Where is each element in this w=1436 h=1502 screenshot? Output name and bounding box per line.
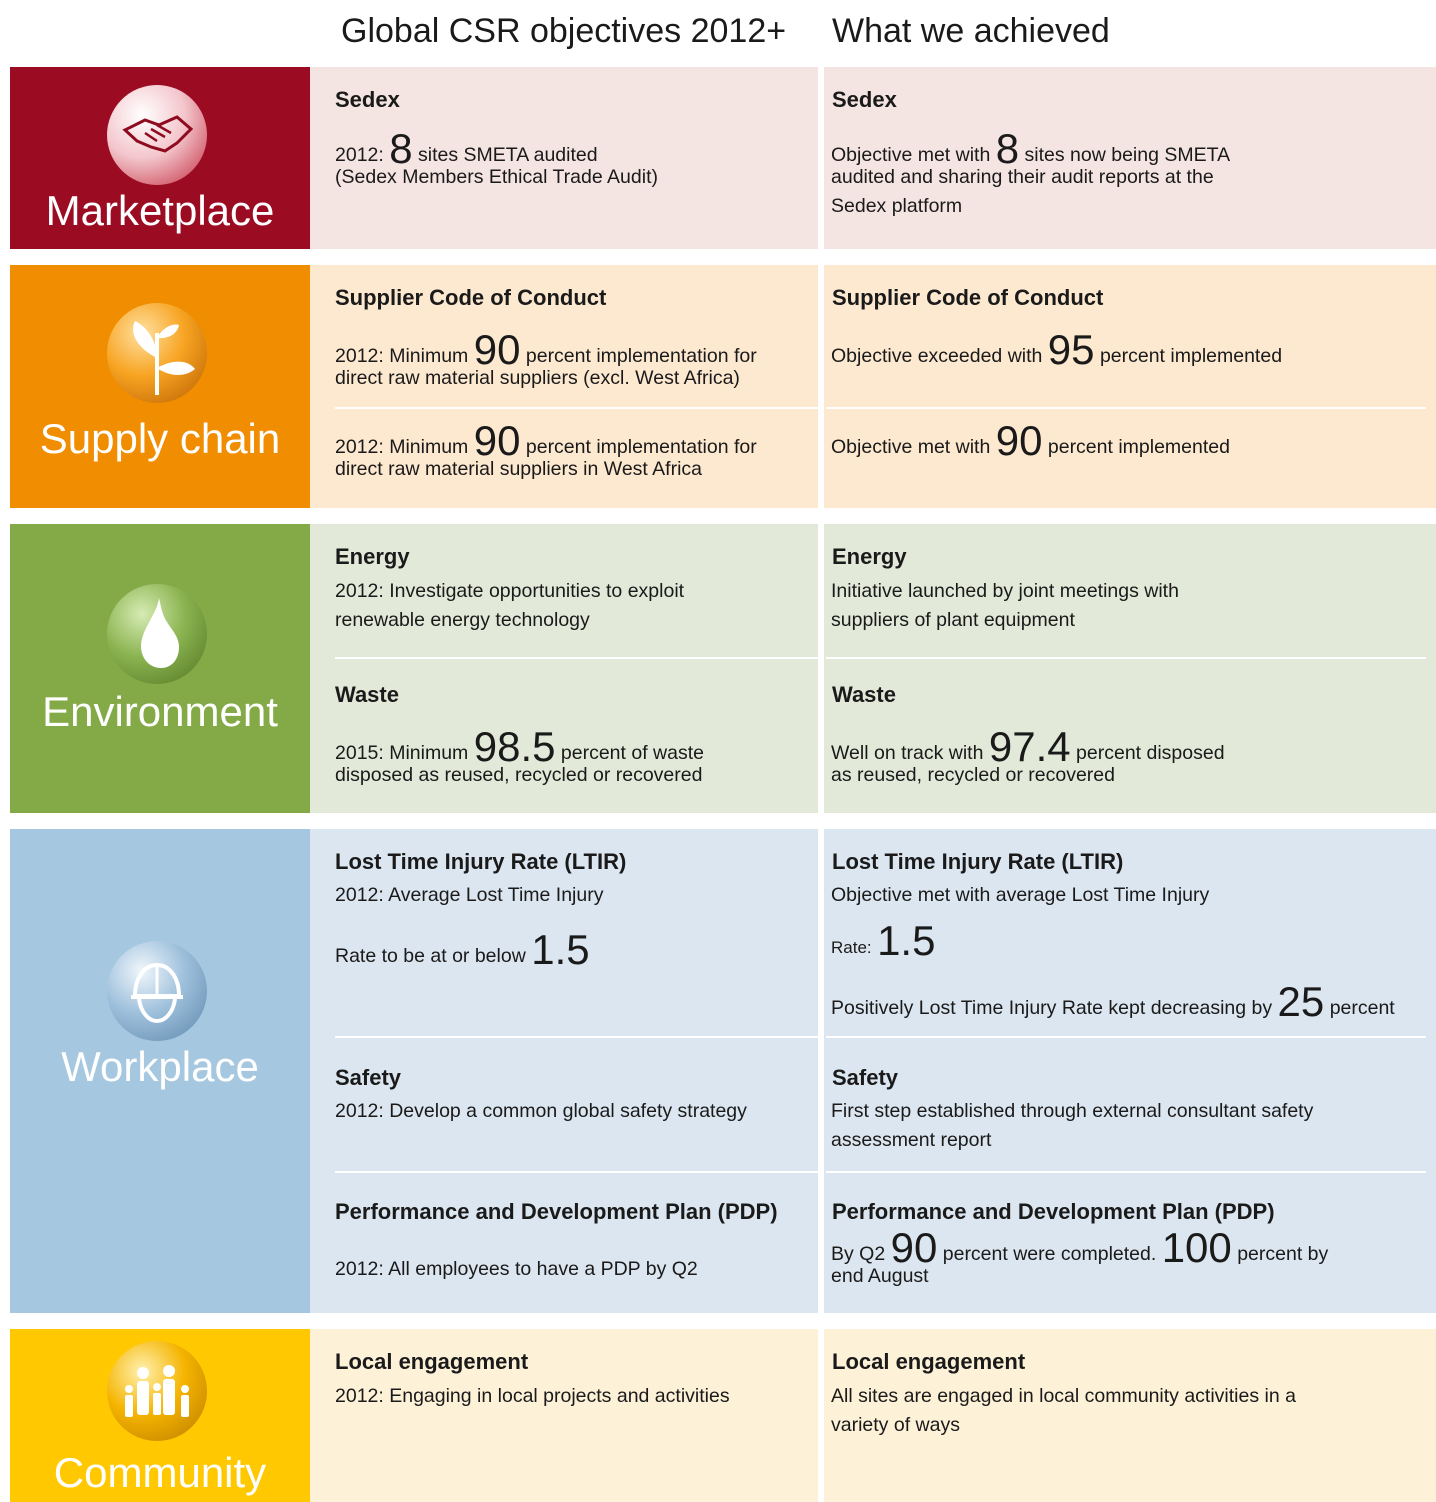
achieved-value: 90 — [995, 417, 1043, 464]
objective-text: (Sedex Members Ethical Trade Audit) — [335, 166, 658, 188]
divider — [826, 1171, 1426, 1173]
objectives-column-header: Global CSR objectives 2012+ — [341, 12, 787, 50]
objective-value: 98.5 — [473, 723, 556, 770]
achieved-value: 25 — [1277, 978, 1325, 1025]
community-label: Community — [53, 1449, 267, 1496]
objective-text: 2012: Average Lost Time Injury — [335, 884, 604, 906]
objective-title: Lost Time Injury Rate (LTIR) — [335, 849, 627, 874]
community-section — [10, 1329, 1436, 1502]
environment-label: Environment — [42, 688, 278, 735]
objective-text: Rate to be at or below 1.5 — [335, 926, 590, 973]
objective-title: Safety — [335, 1065, 402, 1090]
achieved-title: Sedex — [832, 87, 897, 112]
plant-icon — [107, 303, 207, 403]
objective-value: 8 — [389, 125, 413, 172]
workplace-objective-panel — [310, 829, 818, 1313]
achieved-title: Performance and Development Plan (PDP) — [832, 1199, 1275, 1224]
objective-value: 90 — [473, 326, 521, 373]
workplace-label: Workplace — [61, 1043, 259, 1090]
helmet-icon — [107, 941, 207, 1041]
achieved-text: Positively Lost Time Injury Rate kept decreasing by 25 percent — [831, 978, 1395, 1025]
objective-text: direct raw material suppliers in West Africa — [335, 458, 703, 480]
objective-title: Waste — [335, 682, 399, 707]
achieved-text: end August — [831, 1265, 929, 1287]
community-objective-panel — [310, 1329, 818, 1502]
objective-text: 2012: All employees to have a PDP by Q2 — [335, 1258, 698, 1280]
divider — [826, 657, 1426, 659]
achieved-text: By Q2 90 percent were completed. 100 percent by — [831, 1224, 1329, 1271]
community-category-tile — [10, 1329, 310, 1502]
objective-text: direct raw material suppliers (excl. West Africa) — [335, 367, 740, 389]
marketplace-objective-panel — [310, 67, 818, 249]
achieved-title: Safety — [832, 1065, 899, 1090]
objective-text: 2012: 8 sites SMETA audited — [335, 125, 598, 172]
achieved-value: 8 — [995, 125, 1020, 172]
objective-title: Performance and Development Plan (PDP) — [335, 1199, 778, 1224]
achieved-text: Rate: 1.5 — [831, 917, 936, 964]
supply-chain-category-tile — [10, 265, 310, 508]
objective-title: Supplier Code of Conduct — [335, 285, 607, 310]
marketplace-section — [10, 67, 1436, 249]
achieved-text: Objective met with 8 sites now being SMETA — [831, 125, 1231, 172]
divider — [335, 1171, 818, 1173]
achieved-value: 90 — [890, 1224, 938, 1271]
community-achieved-panel — [824, 1329, 1436, 1502]
achieved-text: Initiative launched by joint meetings with — [831, 580, 1179, 602]
environment-achieved-panel — [824, 524, 1436, 813]
objective-text: disposed as reused, recycled or recovered — [335, 764, 703, 786]
achieved-title: Lost Time Injury Rate (LTIR) — [832, 849, 1124, 874]
supply-chain-label: Supply chain — [39, 415, 281, 462]
divider — [335, 657, 818, 659]
achieved-text: audited and sharing their audit reports at the — [831, 166, 1214, 188]
divider — [826, 1036, 1426, 1038]
achieved-title: Waste — [832, 682, 896, 707]
achieved-title: Supplier Code of Conduct — [832, 285, 1104, 310]
family-icon — [107, 1341, 207, 1441]
objective-text: 2012: Investigate opportunities to exploit — [335, 580, 685, 602]
environment-objective-panel — [310, 524, 818, 813]
achieved-text: assessment report — [831, 1129, 992, 1151]
objective-text: 2012: Minimum 90 percent implementation for — [335, 417, 757, 464]
achieved-text: Sedex platform — [831, 195, 963, 217]
achieved-value: 95 — [1047, 326, 1095, 373]
achieved-text: variety of ways — [831, 1414, 960, 1436]
supply-chain-objective-panel — [310, 265, 818, 508]
achieved-text: All sites are engaged in local community activities in a — [831, 1385, 1296, 1407]
achieved-title: Energy — [832, 544, 907, 569]
workplace-category-tile — [10, 829, 310, 1313]
objective-title: Energy — [335, 544, 410, 569]
objective-title: Sedex — [335, 87, 400, 112]
objective-text: 2012: Minimum 90 percent implementation for — [335, 326, 757, 373]
objective-title: Local engagement — [335, 1349, 529, 1374]
achieved-text: as reused, recycled or recovered — [831, 764, 1115, 786]
achieved-value: 100 — [1161, 1224, 1232, 1271]
objective-text: 2015: Minimum 98.5 percent of waste — [335, 723, 704, 770]
supply-chain-section — [10, 265, 1436, 508]
divider — [335, 407, 818, 409]
objective-value: 1.5 — [531, 926, 590, 973]
environment-category-tile — [10, 524, 310, 813]
objective-value: 90 — [473, 417, 521, 464]
divider — [826, 407, 1426, 409]
achieved-text: First step established through external consultant safety — [831, 1100, 1314, 1122]
handshake-icon — [107, 85, 207, 185]
achieved-text: Objective exceeded with 95 percent implemented — [831, 326, 1283, 373]
achieved-value: 97.4 — [988, 723, 1071, 770]
marketplace-achieved-panel — [824, 67, 1436, 249]
objective-text: 2012: Engaging in local projects and activities — [335, 1385, 730, 1407]
achieved-text: Objective met with average Lost Time Injury — [831, 884, 1210, 906]
supply-chain-achieved-panel — [824, 265, 1436, 508]
marketplace-category-tile — [10, 67, 310, 249]
achieved-value: 1.5 — [877, 917, 936, 964]
achieved-title: Local engagement — [832, 1349, 1026, 1374]
objective-text: renewable energy technology — [335, 609, 590, 631]
workplace-achieved-panel — [824, 829, 1436, 1313]
achieved-text: Well on track with 97.4 percent disposed — [831, 723, 1225, 770]
achieved-text: Objective met with 90 percent implemented — [831, 417, 1230, 464]
objective-text: 2012: Develop a common global safety strategy — [335, 1100, 747, 1122]
workplace-section — [10, 829, 1436, 1313]
environment-section — [10, 524, 1436, 813]
achieved-text: suppliers of plant equipment — [831, 609, 1075, 631]
droplet-icon — [107, 584, 207, 684]
achieved-column-header: What we achieved — [832, 12, 1110, 50]
divider — [335, 1036, 818, 1038]
marketplace-label: Marketplace — [45, 187, 275, 234]
